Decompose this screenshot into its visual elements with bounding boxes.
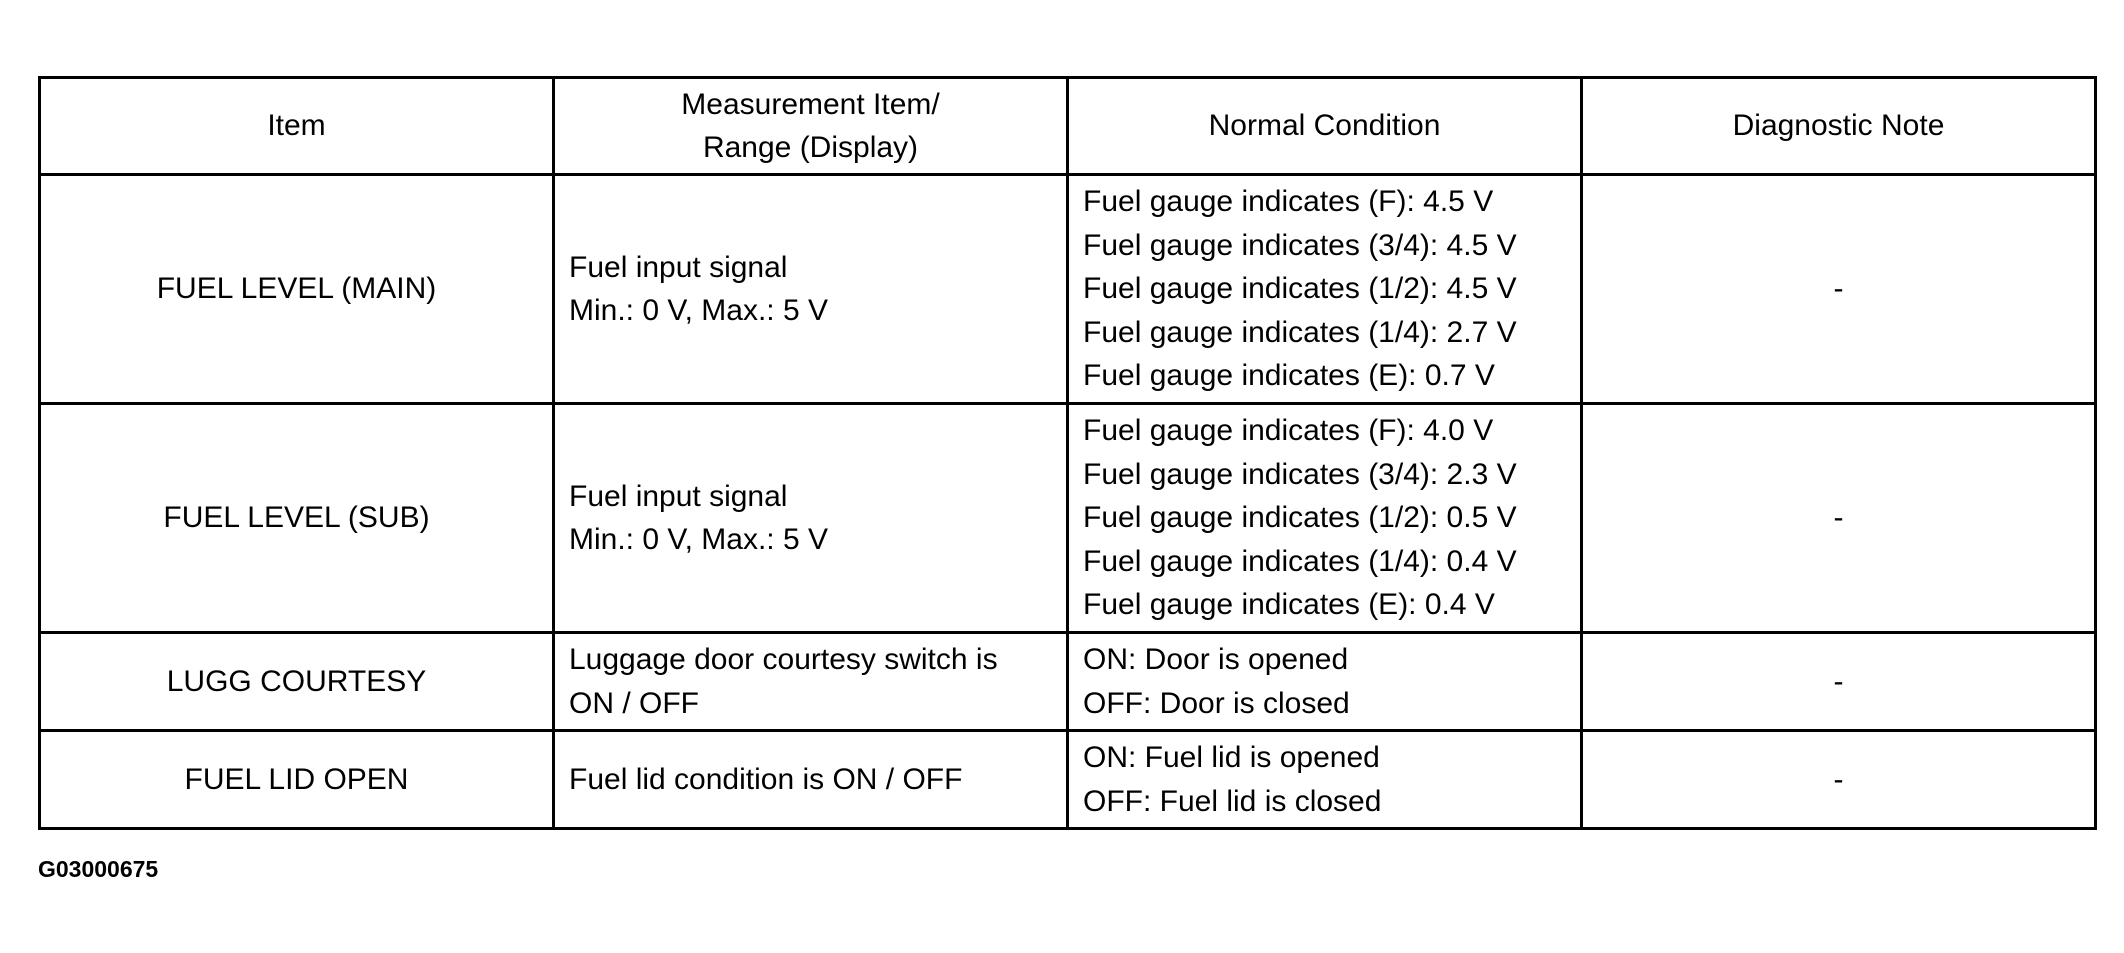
cell-diagnostic-note: - — [1582, 731, 2096, 829]
cell-normal-condition — [1068, 404, 1582, 633]
normal-line: ON: Fuel lid is opened — [1083, 741, 1380, 774]
cell-normal-condition — [1068, 175, 1582, 404]
header-measurement-line2: Range (Display) — [702, 131, 919, 164]
cell-normal-condition — [1068, 731, 1582, 829]
table-row — [40, 633, 2096, 731]
normal-line: OFF: Fuel lid is closed — [1083, 784, 1382, 818]
cell-diagnostic-note: - — [1582, 633, 2096, 731]
normal-line: ON: Door is opened — [1083, 643, 1349, 676]
header-diagnostic-note: Diagnostic Note — [1582, 78, 2096, 175]
measurement-line: Min.: 0 V, Max.: 5 V — [569, 523, 828, 556]
cell-diagnostic-note: - — [1582, 175, 2096, 404]
normal-line: OFF: Door is closed — [1083, 686, 1350, 720]
measurement-line: Fuel lid condition is ON / OFF — [569, 762, 963, 796]
header-normal-condition: Normal Condition — [1068, 78, 1582, 175]
cell-item: FUEL LEVEL (SUB) — [40, 404, 554, 633]
measurement-line: Fuel input signal — [569, 250, 788, 284]
cell-measurement — [554, 175, 1068, 404]
normal-line: Fuel gauge indicates (3/4): 2.3 V — [1083, 457, 1517, 491]
data-list-table — [38, 76, 2097, 830]
cell-measurement — [554, 404, 1068, 633]
cell-measurement — [554, 731, 1068, 829]
table-row — [40, 731, 2096, 829]
normal-line: Fuel gauge indicates (E): 0.7 V — [1083, 359, 1495, 393]
normal-line: Fuel gauge indicates (E): 0.4 V — [1083, 588, 1495, 622]
cell-diagnostic-note: - — [1582, 404, 2096, 633]
normal-line: Fuel gauge indicates (1/2): 4.5 V — [1083, 272, 1517, 306]
normal-line: Fuel gauge indicates (F): 4.5 V — [1083, 185, 1494, 219]
table-row — [40, 175, 2096, 404]
header-item: Item — [40, 78, 554, 175]
cell-item: FUEL LEVEL (MAIN) — [40, 175, 554, 404]
measurement-line: Min.: 0 V, Max.: 5 V — [569, 294, 828, 327]
table-header-row — [40, 78, 2096, 175]
measurement-line: ON / OFF — [569, 686, 699, 720]
normal-line: Fuel gauge indicates (1/4): 0.4 V — [1083, 544, 1517, 578]
normal-line: Fuel gauge indicates (3/4): 4.5 V — [1083, 228, 1517, 262]
table-row — [40, 404, 2096, 633]
figure-id: G03000675 — [38, 856, 159, 882]
header-measurement-line1: Measurement Item/ — [681, 87, 940, 121]
normal-line: Fuel gauge indicates (1/2): 0.5 V — [1083, 501, 1517, 535]
cell-normal-condition — [1068, 633, 1582, 731]
cell-measurement — [554, 633, 1068, 731]
cell-item: LUGG COURTESY — [40, 633, 554, 731]
normal-line: Fuel gauge indicates (1/4): 2.7 V — [1083, 315, 1517, 349]
normal-line: Fuel gauge indicates (F): 4.0 V — [1083, 414, 1494, 448]
cell-item: FUEL LID OPEN — [40, 731, 554, 829]
header-measurement — [554, 78, 1068, 175]
measurement-line: Luggage door courtesy switch is — [569, 643, 998, 676]
measurement-line: Fuel input signal — [569, 479, 788, 513]
